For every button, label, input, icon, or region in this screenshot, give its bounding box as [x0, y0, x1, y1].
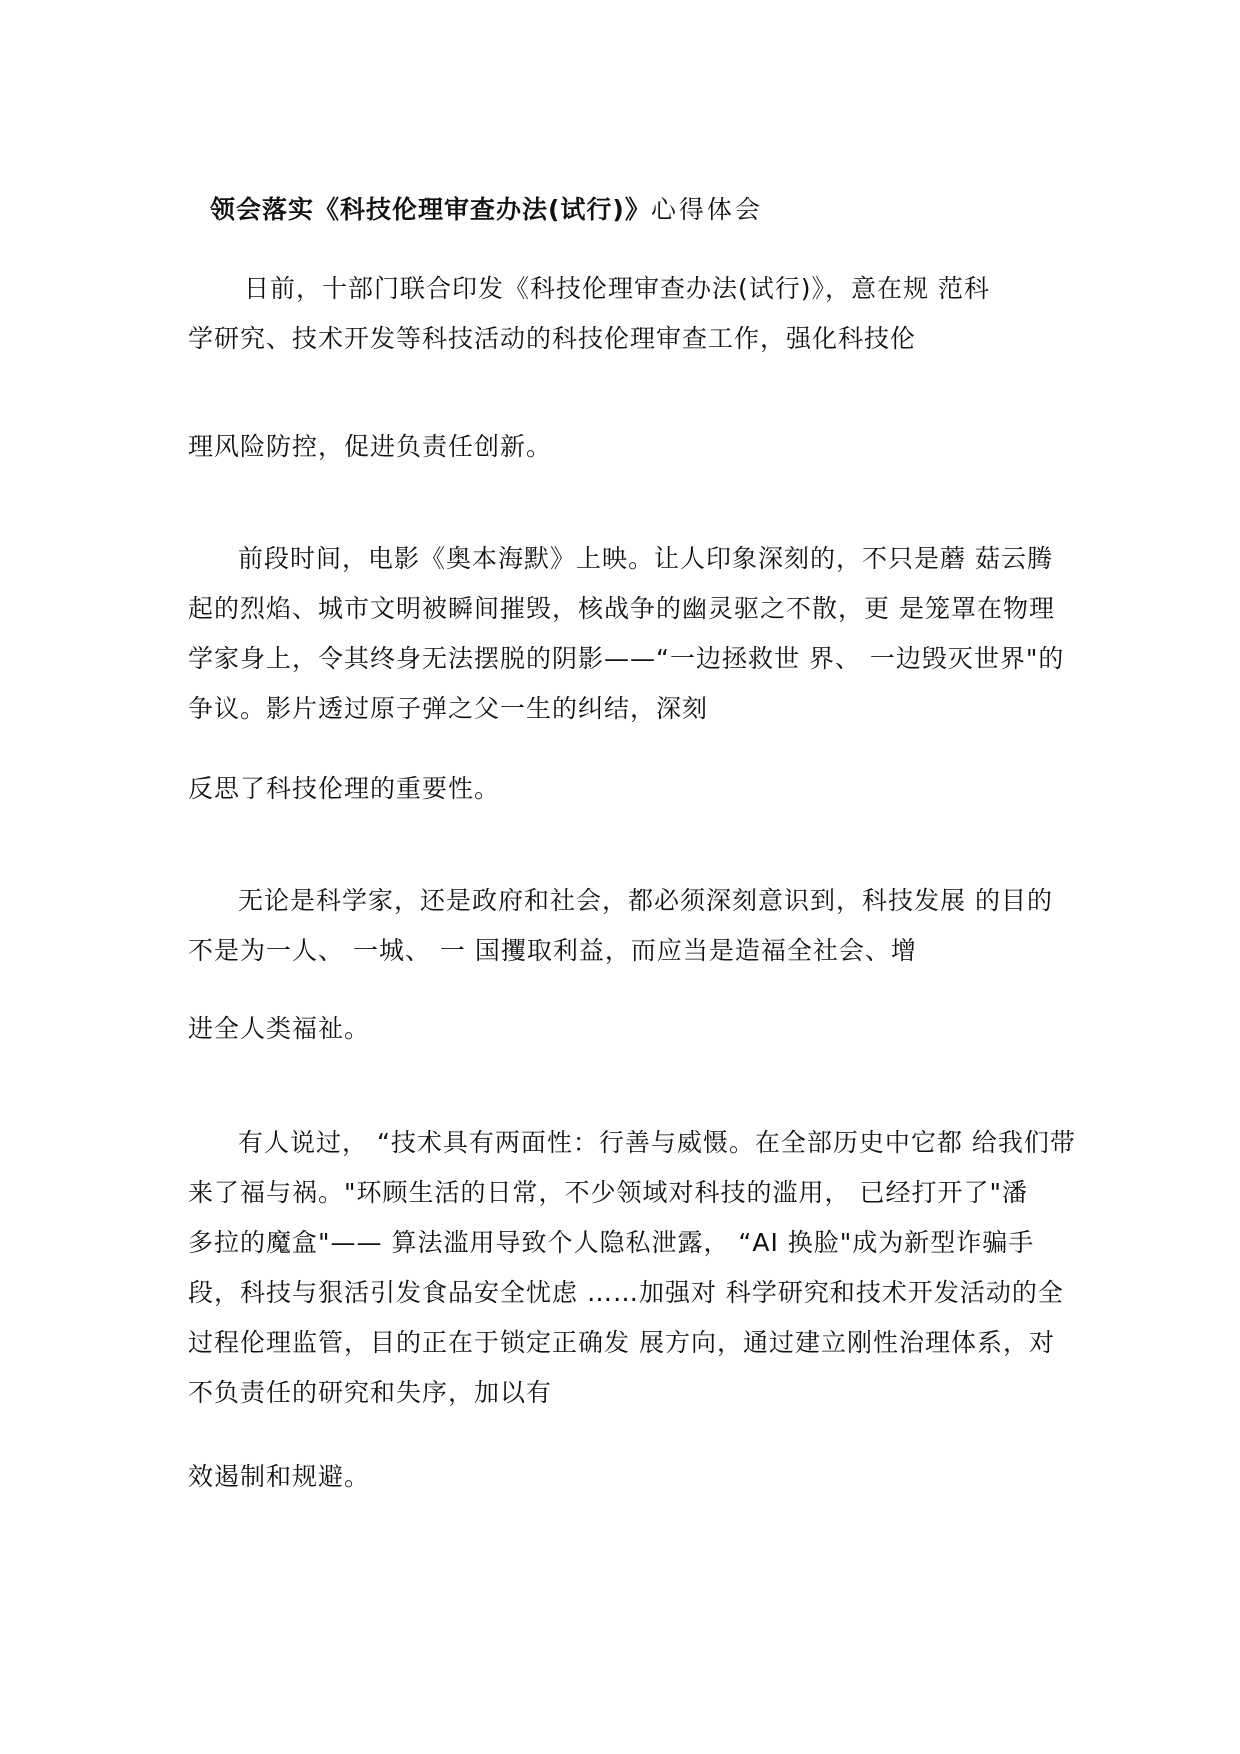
paragraph-line: 学家身上，令其终身无法摆脱的阴影——“一边拯救世 界、 一边毁灭世界"的 [188, 644, 1065, 673]
paragraph-2 [188, 534, 1065, 734]
paragraph-line: 学研究、技术开发等科技活动的科技伦理审查工作，强化科技伦 [188, 324, 917, 353]
paragraph-3-tail [188, 1004, 1058, 1054]
paragraph-line: 段，科技与狠活引发食品安全忧虑 ……加强对 科学研究和技术开发活动的全 [188, 1278, 1064, 1307]
paragraph-line: 无论是科学家，还是政府和社会，都必须深刻意识到，科技发展 的目的 [238, 886, 1053, 915]
paragraph-line: 来了福与祸。"环顾生活的日常，不少领域对科技的滥用， 已经打开了"潘 [188, 1178, 1028, 1207]
paragraph-line: 反思了科技伦理的重要性。 [188, 774, 501, 803]
paragraph-line: 有人说过， “技术具有两面性：行善与威慑。在全部历史中它都 给我们带 [238, 1128, 1076, 1157]
paragraph-1 [188, 264, 1058, 364]
paragraph-1-tail [188, 422, 1058, 472]
paragraph-line: 理风险防控，促进负责任创新。 [188, 432, 553, 461]
paragraph-line: 过程伦理监管，目的正在于锁定正确发 展方向，通过建立刚性治理体系，对 [188, 1328, 1055, 1357]
paragraph-2-tail [188, 764, 1058, 814]
title-main: 领会落实《科技伦理审查办法(试行)》 [210, 195, 651, 224]
paragraph-line: 日前，十部门联合印发《科技伦理审查办法(试行)》，意在规 范科 [244, 274, 990, 303]
paragraph-line: 不负责任的研究和失序，加以有 [188, 1378, 553, 1407]
title-subtitle: 心得体会 [650, 195, 763, 224]
paragraph-line: 进全人类福祉。 [188, 1014, 371, 1043]
paragraph-3 [188, 876, 1058, 976]
paragraph-line: 前段时间，电影《奥本海默》上映。让人印象深刻的，不只是蘑 菇云腾 [238, 544, 1053, 573]
paragraph-4-tail [188, 1452, 1058, 1502]
document-title [210, 190, 763, 230]
paragraph-4 [188, 1118, 1076, 1418]
paragraph-line: 多拉的魔盒"—— 算法滥用导致个人隐私泄露， “AI 换脸"成为新型诈骗手 [188, 1228, 1035, 1257]
paragraph-line: 效遏制和规避。 [188, 1462, 371, 1491]
paragraph-line: 争议。影片透过原子弹之父一生的纠结，深刻 [188, 694, 709, 723]
paragraph-line: 起的烈焰、城市文明被瞬间摧毁，核战争的幽灵驱之不散，更 是笼罩在物理 [188, 594, 1055, 623]
paragraph-line: 不是为一人、 一城、 一 国攫取利益，而应当是造福全社会、增 [188, 936, 917, 965]
